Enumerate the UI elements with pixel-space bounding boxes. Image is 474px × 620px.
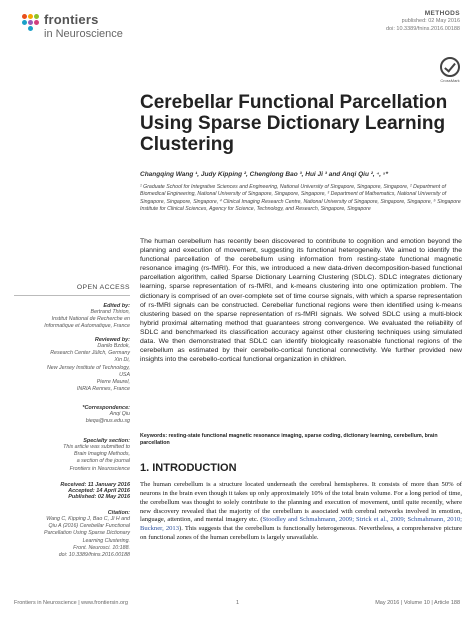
section-heading: 1. INTRODUCTION: [140, 462, 237, 474]
correspondence-name: Anqi Qiu: [109, 411, 130, 417]
reviewer-line: Xin Di,: [114, 357, 130, 364]
reviewed-by-label: Reviewed by:: [94, 337, 130, 343]
article-type: METHODS: [424, 10, 460, 17]
author-list: Changqing Wang ¹, Judy Kipping ², Chenglong Bao ³, Hui Ji ³ and Anqi Qiu ², ⁴, ⁵*: [140, 171, 389, 178]
open-access-label: [14, 284, 130, 296]
reviewer-line: Danilo Bzdok,: [97, 343, 130, 349]
accepted-date: Accepted: 14 April 2016: [68, 488, 130, 494]
citation-block: [14, 510, 130, 559]
reviewer-line: Research Center Jülich, Germany: [50, 350, 130, 357]
crossmark-badge[interactable]: [440, 57, 460, 83]
reviewer-line: Pierre Maurel,: [96, 379, 130, 386]
dates-block: [14, 482, 130, 500]
frontiers-logo-icon: [22, 14, 40, 32]
introduction-text: [140, 481, 462, 543]
editor-line: Institut National de Recherche en: [51, 316, 130, 323]
citation-line[interactable]: doi: 10.3389/fnins.2016.00188: [58, 552, 130, 559]
specialty-label: Specialty section:: [83, 438, 130, 444]
intro-text-cont: ). This suggests that the cerebellum is functionally heterogeneous. Nevertheless, a comprehensive picture on functional zones of the human cerebellum is largely unavailable.: [140, 525, 462, 542]
abstract-text: The human cerebellum has recently been discovered to contribute to cognition and emotion beyond the planning and execution of movement, suggesting its functional heterogeneity. We aimed to identify the functional parcellation of the cerebellum using information from resting-state functional magnetic resonance imaging (rs-fMRI). For this, we introduced a new data-driven decomposition-based functional parcellation algorithm, called Sparse Dictionary Learning Clustering (SDLC). SDLC integrates dictionary learning, sparse representation of rs-fMRI, and k-means clustering into one optimization problem. The dictionary is comprised of an over-complete set of time course signals, with which a sparse representation of rs-fMRI signals can be constructed. Cerebellar functional regions were then identified using k-means clustering based on the sparse representation of rs-fMRI signals. We solved SDLC using a multi-block hybrid proximal alternating method that guarantees strong convergence. We evaluated the reliability of SDLC and benchmarked its classification accuracy against other clustering techniques using simulated data. We then demonstrated that SDLC can identify biologically reasonable functional regions of the cerebellum as estimated by their cerebello-cortical functional connectivity. We further provided new insights into the cerebello-cortical functional organization in children.: [140, 238, 462, 364]
citation-line: Learning Clustering.: [82, 537, 130, 544]
citation-label: Citation:: [107, 510, 130, 516]
published-date: published: 02 May 2016: [401, 18, 460, 24]
divider: [14, 295, 130, 296]
footer-volume: May 2016 | Volume 10 | Article 188: [375, 600, 460, 606]
crossmark-icon: [440, 57, 460, 77]
reviewed-by-block: [14, 337, 130, 393]
correspondence-block: [14, 405, 130, 425]
citation-line: Parcellation Using Sparse Dictionary: [44, 530, 130, 537]
correspondence-email[interactable]: bieqa@nus.edu.sg: [85, 418, 130, 425]
citation-line: Front. Neurosci. 10:188.: [73, 544, 130, 551]
citation-line: Qiu A (2016) Cerebellar Functional: [48, 523, 130, 530]
keywords: Keywords: resting-state functional magnetic resonance imaging, sparse coding, dictionary learning, cerebellum, brain parcellation: [140, 433, 438, 447]
correspondence-label: *Correspondence:: [82, 405, 130, 411]
citation-link[interactable]: Stoodley and Schmahmann, 2009; Strick et al., 2009; Schmahmann, 2010; Buckner, 2013: [140, 516, 462, 533]
editor-line: Bertrand Thirion,: [90, 309, 130, 315]
brand-name: frontiers: [44, 12, 99, 27]
specialty-line: This article was submitted to: [63, 444, 130, 450]
crossmark-label: CrossMark: [440, 78, 460, 83]
edited-by-block: [14, 303, 130, 331]
abstract: [140, 237, 462, 364]
reviewer-line: USA: [119, 371, 130, 378]
affiliations: ¹ Graduate School for Integrative Sciences and Engineering, National University of Singapore, Singapore, Singapore, ² Department of Biomedical Engineering, National University of Singapore, Singapore, Singapore, ³ Department of Mathematics, National University of Singapore, Singapore, Singapore, ⁴ Clinical Imaging Research Centre, National University of Singapore, Singapore, Singapore, ⁵ Singapore Institute for Clinical Sciences, Agency for Science, Technology, and Research, Singapore, Singapore: [140, 184, 461, 213]
footer-journal[interactable]: Frontiers in Neuroscience | www.frontiersin.org: [14, 600, 128, 606]
article-title: Cerebellar Functional Parcellation Using Sparse Dictionary Learning Clustering: [140, 92, 448, 155]
specialty-block: [14, 438, 130, 473]
published-date-side: Published: 02 May 2016: [68, 494, 130, 500]
article-meta: [386, 10, 460, 33]
journal-logo: [22, 12, 162, 46]
specialty-line: Brain Imaging Methods,: [74, 451, 130, 458]
reviewer-line: New Jersey Institute of Technology,: [46, 364, 130, 371]
edited-by-label: Edited by:: [103, 303, 130, 309]
editor-line: Informatique et Automatique, France: [44, 323, 130, 330]
journal-name: in Neuroscience: [44, 28, 123, 40]
page-number: 1: [236, 600, 240, 606]
received-date: Received: 11 January 2016: [60, 482, 130, 488]
intro-text: The human cerebellum is a structure located underneath the cerebral hemispheres. It consists of more than 50% of neurons in the brain even though it takes up only approximately 10% of the total brain volume. For a long period of time, the cerebellum was thought to solely contribute to the planning and execution of movement, until quite recently, where new discovery revealed that the majority of the cerebellum is associated with cerebral networks involved in emotion, language, attention, and mental imagery etc. (: [140, 481, 462, 524]
specialty-line: Frontiers in Neuroscience: [69, 465, 130, 472]
reviewer-line: INRIA Rennes, France: [76, 386, 130, 393]
open-access-text: OPEN ACCESS: [76, 284, 130, 291]
doi-link[interactable]: doi: 10.3389/fnins.2016.00188: [385, 26, 460, 32]
specialty-line: a section of the journal: [76, 458, 130, 465]
citation-line: Wang C, Kipping J, Bao C, Ji H and: [46, 516, 130, 522]
